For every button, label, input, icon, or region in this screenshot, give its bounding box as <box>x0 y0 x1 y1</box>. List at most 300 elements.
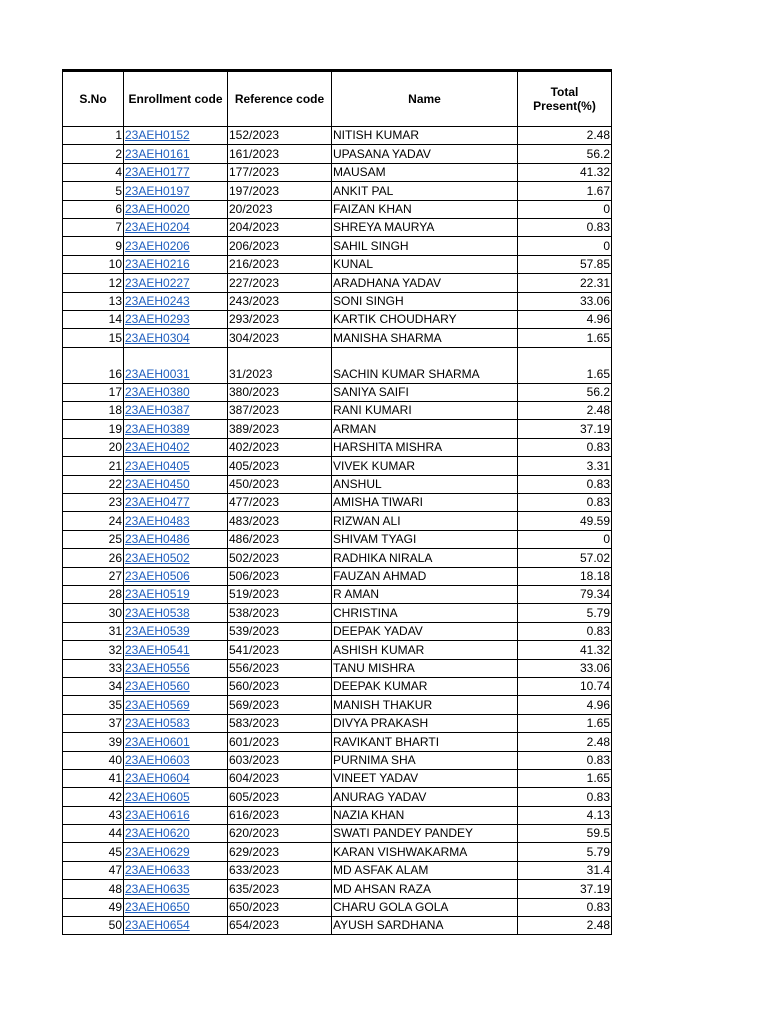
enrollment-cell <box>124 641 228 659</box>
row-reference-code: 405/2023 <box>228 457 332 475</box>
table-row <box>63 549 612 567</box>
row-sno: 33 <box>63 659 124 677</box>
row-total-present: 0 <box>518 200 612 218</box>
enrollment-code-link[interactable]: 23AEH0389 <box>125 421 190 436</box>
table-row <box>63 622 612 640</box>
row-reference-code: 304/2023 <box>228 329 332 347</box>
row-name: ARMAN <box>332 420 518 438</box>
table-row <box>63 696 612 714</box>
enrollment-cell <box>124 917 228 935</box>
row-total-present: 3.31 <box>518 457 612 475</box>
enrollment-cell <box>124 292 228 310</box>
row-total-present: 57.85 <box>518 255 612 273</box>
row-sno: 24 <box>63 512 124 530</box>
row-reference-code: 620/2023 <box>228 825 332 843</box>
row-reference-code: 605/2023 <box>228 788 332 806</box>
row-total-present: 56.2 <box>518 145 612 163</box>
enrollment-code-link[interactable]: 23AEH0603 <box>125 752 190 767</box>
row-name: AYUSH SARDHANA <box>332 917 518 935</box>
row-sno: 12 <box>63 274 124 292</box>
row-name: SANIYA SAIFI <box>332 383 518 401</box>
row-name: SWATI PANDEY PANDEY <box>332 825 518 843</box>
enrollment-cell <box>124 383 228 401</box>
row-reference-code: 502/2023 <box>228 549 332 567</box>
enrollment-cell <box>124 218 228 236</box>
row-sno: 37 <box>63 714 124 732</box>
enrollment-cell <box>124 127 228 145</box>
row-name: TANU MISHRA <box>332 659 518 677</box>
table-row <box>63 255 612 273</box>
enrollment-cell <box>124 898 228 916</box>
table-row <box>63 861 612 879</box>
enrollment-cell <box>124 677 228 695</box>
row-name: SAHIL SINGH <box>332 237 518 255</box>
row-reference-code: 477/2023 <box>228 494 332 512</box>
table-row <box>63 714 612 732</box>
enrollment-code-link[interactable]: 23AEH0227 <box>125 275 190 290</box>
enrollment-code-link[interactable]: 23AEH0293 <box>125 312 190 327</box>
row-name: HARSHITA MISHRA <box>332 438 518 456</box>
row-name: RANI KUMARI <box>332 402 518 420</box>
enrollment-cell <box>124 145 228 163</box>
enrollment-cell <box>124 530 228 548</box>
enrollment-cell <box>124 659 228 677</box>
row-name: SHREYA MAURYA <box>332 218 518 236</box>
enrollment-cell <box>124 347 228 383</box>
row-sno: 48 <box>63 880 124 898</box>
row-sno: 47 <box>63 861 124 879</box>
enrollment-code-link[interactable]: 23AEH0604 <box>125 771 190 786</box>
row-sno: 13 <box>63 292 124 310</box>
row-total-present: 4.13 <box>518 806 612 824</box>
row-total-present: 49.59 <box>518 512 612 530</box>
enrollment-code-link[interactable]: 23AEH0650 <box>125 900 190 915</box>
table-row <box>63 383 612 401</box>
enrollment-code-link[interactable]: 23AEH0177 <box>125 165 190 180</box>
enrollment-code-link[interactable]: 23AEH0152 <box>125 128 190 143</box>
enrollment-code-link[interactable]: 23AEH0629 <box>125 844 190 859</box>
row-name: FAIZAN KHAN <box>332 200 518 218</box>
row-name: R AMAN <box>332 585 518 603</box>
table-row <box>63 182 612 200</box>
table-row <box>63 585 612 603</box>
enrollment-code-link[interactable]: 23AEH0502 <box>125 550 190 565</box>
row-total-present: 2.48 <box>518 917 612 935</box>
row-reference-code: 389/2023 <box>228 420 332 438</box>
row-reference-code: 601/2023 <box>228 733 332 751</box>
row-reference-code: 206/2023 <box>228 237 332 255</box>
row-sno: 50 <box>63 917 124 935</box>
row-reference-code: 387/2023 <box>228 402 332 420</box>
table-row <box>63 825 612 843</box>
enrollment-cell <box>124 622 228 640</box>
row-reference-code: 177/2023 <box>228 163 332 181</box>
row-sno: 18 <box>63 402 124 420</box>
enrollment-cell <box>124 402 228 420</box>
header-row <box>63 71 612 127</box>
row-name: ANURAG YADAV <box>332 788 518 806</box>
row-name: KARAN VISHWAKARMA <box>332 843 518 861</box>
row-sno: 2 <box>63 145 124 163</box>
enrollment-code-link[interactable]: 23AEH0483 <box>125 513 190 528</box>
row-reference-code: 604/2023 <box>228 769 332 787</box>
row-reference-code: 450/2023 <box>228 475 332 493</box>
row-name: DEEPAK YADAV <box>332 622 518 640</box>
enrollment-code-link[interactable]: 23AEH0633 <box>125 863 190 878</box>
row-total-present: 5.79 <box>518 843 612 861</box>
row-sno: 35 <box>63 696 124 714</box>
enrollment-code-link[interactable]: 23AEH0405 <box>125 458 190 473</box>
attendance-table <box>62 69 612 935</box>
row-reference-code: 603/2023 <box>228 751 332 769</box>
enrollment-cell <box>124 457 228 475</box>
row-sno: 27 <box>63 567 124 585</box>
row-sno: 44 <box>63 825 124 843</box>
row-name: VINEET YADAV <box>332 769 518 787</box>
header-sno: S.No <box>63 71 124 127</box>
row-total-present: 56.2 <box>518 383 612 401</box>
enrollment-cell <box>124 861 228 879</box>
row-sno: 9 <box>63 237 124 255</box>
row-name: ARADHANA YADAV <box>332 274 518 292</box>
row-name: MD ASFAK ALAM <box>332 861 518 879</box>
table-row <box>63 880 612 898</box>
row-total-present: 0.83 <box>518 475 612 493</box>
enrollment-cell <box>124 329 228 347</box>
row-sno: 31 <box>63 622 124 640</box>
row-name: ANKIT PAL <box>332 182 518 200</box>
table-row <box>63 898 612 916</box>
row-total-present: 0.83 <box>518 788 612 806</box>
header-total-present: Total Present(%) <box>518 71 612 127</box>
row-total-present: 79.34 <box>518 585 612 603</box>
enrollment-code-link[interactable]: 23AEH0620 <box>125 826 190 841</box>
enrollment-code-link[interactable]: 23AEH0402 <box>125 440 190 455</box>
row-reference-code: 204/2023 <box>228 218 332 236</box>
row-name: MANISHA SHARMA <box>332 329 518 347</box>
row-sno: 17 <box>63 383 124 401</box>
enrollment-code-link[interactable]: 23AEH0556 <box>125 660 190 675</box>
table-row <box>63 530 612 548</box>
row-total-present: 22.31 <box>518 274 612 292</box>
row-total-present: 1.65 <box>518 347 612 383</box>
enrollment-code-link[interactable]: 23AEH0204 <box>125 220 190 235</box>
enrollment-cell <box>124 310 228 328</box>
row-sno: 1 <box>63 127 124 145</box>
row-name: KARTIK CHOUDHARY <box>332 310 518 328</box>
row-total-present: 33.06 <box>518 659 612 677</box>
enrollment-cell <box>124 475 228 493</box>
row-total-present: 0.83 <box>518 494 612 512</box>
row-reference-code: 541/2023 <box>228 641 332 659</box>
row-sno: 41 <box>63 769 124 787</box>
table-row <box>63 733 612 751</box>
enrollment-cell <box>124 604 228 622</box>
row-name: RADHIKA NIRALA <box>332 549 518 567</box>
enrollment-code-link[interactable]: 23AEH0605 <box>125 789 190 804</box>
table-row <box>63 310 612 328</box>
row-sno: 5 <box>63 182 124 200</box>
enrollment-code-link[interactable]: 23AEH0519 <box>125 587 190 602</box>
row-reference-code: 538/2023 <box>228 604 332 622</box>
table-row <box>63 127 612 145</box>
row-sno: 10 <box>63 255 124 273</box>
table-row <box>63 420 612 438</box>
row-reference-code: 654/2023 <box>228 917 332 935</box>
row-name: ANSHUL <box>332 475 518 493</box>
row-sno: 39 <box>63 733 124 751</box>
row-name: CHARU GOLA GOLA <box>332 898 518 916</box>
table-row <box>63 145 612 163</box>
row-reference-code: 519/2023 <box>228 585 332 603</box>
table-body <box>63 127 612 935</box>
row-reference-code: 483/2023 <box>228 512 332 530</box>
row-name: MANISH THAKUR <box>332 696 518 714</box>
table-row <box>63 402 612 420</box>
enrollment-code-link[interactable]: 23AEH0161 <box>125 146 190 161</box>
row-sno: 30 <box>63 604 124 622</box>
row-reference-code: 227/2023 <box>228 274 332 292</box>
row-name: SONI SINGH <box>332 292 518 310</box>
row-total-present: 59.5 <box>518 825 612 843</box>
row-total-present: 33.06 <box>518 292 612 310</box>
row-name: KUNAL <box>332 255 518 273</box>
table-row <box>63 806 612 824</box>
enrollment-code-link[interactable]: 23AEH0477 <box>125 495 190 510</box>
enrollment-code-link[interactable]: 23AEH0031 <box>125 366 190 381</box>
row-reference-code: 486/2023 <box>228 530 332 548</box>
row-reference-code: 243/2023 <box>228 292 332 310</box>
enrollment-cell <box>124 274 228 292</box>
row-name: AMISHA TIWARI <box>332 494 518 512</box>
enrollment-cell <box>124 182 228 200</box>
enrollment-cell <box>124 420 228 438</box>
enrollment-code-link[interactable]: 23AEH0020 <box>125 201 190 216</box>
enrollment-code-link[interactable]: 23AEH0387 <box>125 403 190 418</box>
row-name: NAZIA KHAN <box>332 806 518 824</box>
enrollment-cell <box>124 567 228 585</box>
enrollment-cell <box>124 494 228 512</box>
row-sno: 43 <box>63 806 124 824</box>
row-sno: 42 <box>63 788 124 806</box>
enrollment-code-link[interactable]: 23AEH0197 <box>125 183 190 198</box>
enrollment-code-link[interactable]: 23AEH0541 <box>125 642 190 657</box>
row-total-present: 4.96 <box>518 696 612 714</box>
row-sno: 20 <box>63 438 124 456</box>
row-total-present: 0 <box>518 237 612 255</box>
row-reference-code: 556/2023 <box>228 659 332 677</box>
row-name: MD AHSAN RAZA <box>332 880 518 898</box>
table-row <box>63 769 612 787</box>
table-row <box>63 843 612 861</box>
enrollment-cell <box>124 880 228 898</box>
row-total-present: 2.48 <box>518 127 612 145</box>
enrollment-code-link[interactable]: 23AEH0601 <box>125 734 190 749</box>
enrollment-cell <box>124 200 228 218</box>
row-total-present: 2.48 <box>518 402 612 420</box>
table-row <box>63 329 612 347</box>
row-sno: 49 <box>63 898 124 916</box>
enrollment-code-link[interactable]: 23AEH0538 <box>125 605 190 620</box>
table-row <box>63 494 612 512</box>
enrollment-cell <box>124 549 228 567</box>
table-row <box>63 292 612 310</box>
enrollment-code-link[interactable]: 23AEH0243 <box>125 293 190 308</box>
table-row <box>63 218 612 236</box>
enrollment-code-link[interactable]: 23AEH0506 <box>125 568 190 583</box>
enrollment-code-link[interactable]: 23AEH0616 <box>125 808 190 823</box>
enrollment-cell <box>124 714 228 732</box>
row-total-present: 0.83 <box>518 622 612 640</box>
row-reference-code: 293/2023 <box>228 310 332 328</box>
table-row <box>63 163 612 181</box>
row-name: ASHISH KUMAR <box>332 641 518 659</box>
table-row <box>63 751 612 769</box>
enrollment-cell <box>124 769 228 787</box>
enrollment-cell <box>124 733 228 751</box>
row-reference-code: 506/2023 <box>228 567 332 585</box>
enrollment-cell <box>124 512 228 530</box>
row-reference-code: 20/2023 <box>228 200 332 218</box>
row-total-present: 41.32 <box>518 163 612 181</box>
row-total-present: 10.74 <box>518 677 612 695</box>
row-name: PURNIMA SHA <box>332 751 518 769</box>
row-total-present: 1.67 <box>518 182 612 200</box>
row-sno: 28 <box>63 585 124 603</box>
row-sno: 26 <box>63 549 124 567</box>
table-row <box>63 659 612 677</box>
enrollment-code-link[interactable]: 23AEH0486 <box>125 532 190 547</box>
row-sno: 14 <box>63 310 124 328</box>
table-row <box>63 641 612 659</box>
row-name: NITISH KUMAR <box>332 127 518 145</box>
header-reference-code: Reference code <box>228 71 332 127</box>
row-sno: 45 <box>63 843 124 861</box>
row-total-present: 0 <box>518 530 612 548</box>
enrollment-code-link[interactable]: 23AEH0206 <box>125 238 190 253</box>
row-sno: 22 <box>63 475 124 493</box>
enrollment-cell <box>124 237 228 255</box>
enrollment-cell <box>124 438 228 456</box>
row-reference-code: 560/2023 <box>228 677 332 695</box>
enrollment-cell <box>124 255 228 273</box>
enrollment-cell <box>124 163 228 181</box>
row-name: RIZWAN ALI <box>332 512 518 530</box>
enrollment-code-link[interactable]: 23AEH0569 <box>125 697 190 712</box>
enrollment-code-link[interactable]: 23AEH0380 <box>125 385 190 400</box>
enrollment-code-link[interactable]: 23AEH0304 <box>125 330 190 345</box>
row-sno: 6 <box>63 200 124 218</box>
row-total-present: 0.83 <box>518 218 612 236</box>
enrollment-cell <box>124 843 228 861</box>
row-total-present: 0.83 <box>518 438 612 456</box>
row-total-present: 18.18 <box>518 567 612 585</box>
row-reference-code: 635/2023 <box>228 880 332 898</box>
row-total-present: 5.79 <box>518 604 612 622</box>
table-row <box>63 457 612 475</box>
table-row <box>63 567 612 585</box>
row-reference-code: 633/2023 <box>228 861 332 879</box>
row-total-present: 1.65 <box>518 329 612 347</box>
row-sno: 19 <box>63 420 124 438</box>
row-reference-code: 569/2023 <box>228 696 332 714</box>
enrollment-cell <box>124 751 228 769</box>
row-sno: 4 <box>63 163 124 181</box>
enrollment-cell <box>124 825 228 843</box>
row-name: DEEPAK KUMAR <box>332 677 518 695</box>
row-total-present: 57.02 <box>518 549 612 567</box>
row-total-present: 37.19 <box>518 880 612 898</box>
enrollment-cell <box>124 696 228 714</box>
row-name: VIVEK KUMAR <box>332 457 518 475</box>
enrollment-cell <box>124 585 228 603</box>
table-row <box>63 917 612 935</box>
enrollment-code-link[interactable]: 23AEH0560 <box>125 679 190 694</box>
row-reference-code: 629/2023 <box>228 843 332 861</box>
row-name: MAUSAM <box>332 163 518 181</box>
row-reference-code: 197/2023 <box>228 182 332 200</box>
row-sno: 7 <box>63 218 124 236</box>
row-total-present: 4.96 <box>518 310 612 328</box>
row-sno: 21 <box>63 457 124 475</box>
row-sno: 23 <box>63 494 124 512</box>
row-name: CHRISTINA <box>332 604 518 622</box>
row-name: UPASANA YADAV <box>332 145 518 163</box>
header-enrollment-code: Enrollment code <box>124 71 228 127</box>
row-sno: 25 <box>63 530 124 548</box>
row-total-present: 1.65 <box>518 714 612 732</box>
table-row <box>63 604 612 622</box>
row-total-present: 41.32 <box>518 641 612 659</box>
table-row <box>63 788 612 806</box>
table-row <box>63 237 612 255</box>
header-name: Name <box>332 71 518 127</box>
enrollment-cell <box>124 806 228 824</box>
row-reference-code: 216/2023 <box>228 255 332 273</box>
row-reference-code: 650/2023 <box>228 898 332 916</box>
enrollment-code-link[interactable]: 23AEH0654 <box>125 918 190 933</box>
enrollment-code-link[interactable]: 23AEH0216 <box>125 257 190 272</box>
row-name: SHIVAM TYAGI <box>332 530 518 548</box>
row-sno: 32 <box>63 641 124 659</box>
row-total-present: 0.83 <box>518 751 612 769</box>
table-row <box>63 200 612 218</box>
table-row <box>63 512 612 530</box>
row-name: RAVIKANT BHARTI <box>332 733 518 751</box>
row-reference-code: 402/2023 <box>228 438 332 456</box>
row-reference-code: 616/2023 <box>228 806 332 824</box>
row-reference-code: 539/2023 <box>228 622 332 640</box>
row-sno: 34 <box>63 677 124 695</box>
table-row <box>63 475 612 493</box>
enrollment-code-link[interactable]: 23AEH0635 <box>125 881 190 896</box>
row-sno: 40 <box>63 751 124 769</box>
row-total-present: 2.48 <box>518 733 612 751</box>
row-name: SACHIN KUMAR SHARMA <box>332 347 518 383</box>
enrollment-cell <box>124 788 228 806</box>
row-name: FAUZAN AHMAD <box>332 567 518 585</box>
table-row <box>63 438 612 456</box>
row-sno: 15 <box>63 329 124 347</box>
row-total-present: 1.65 <box>518 769 612 787</box>
enrollment-code-link[interactable]: 23AEH0583 <box>125 716 190 731</box>
row-name: DIVYA PRAKASH <box>332 714 518 732</box>
row-reference-code: 380/2023 <box>228 383 332 401</box>
table-row <box>63 347 612 383</box>
row-total-present: 37.19 <box>518 420 612 438</box>
enrollment-code-link[interactable]: 23AEH0450 <box>125 477 190 492</box>
enrollment-code-link[interactable]: 23AEH0539 <box>125 624 190 639</box>
